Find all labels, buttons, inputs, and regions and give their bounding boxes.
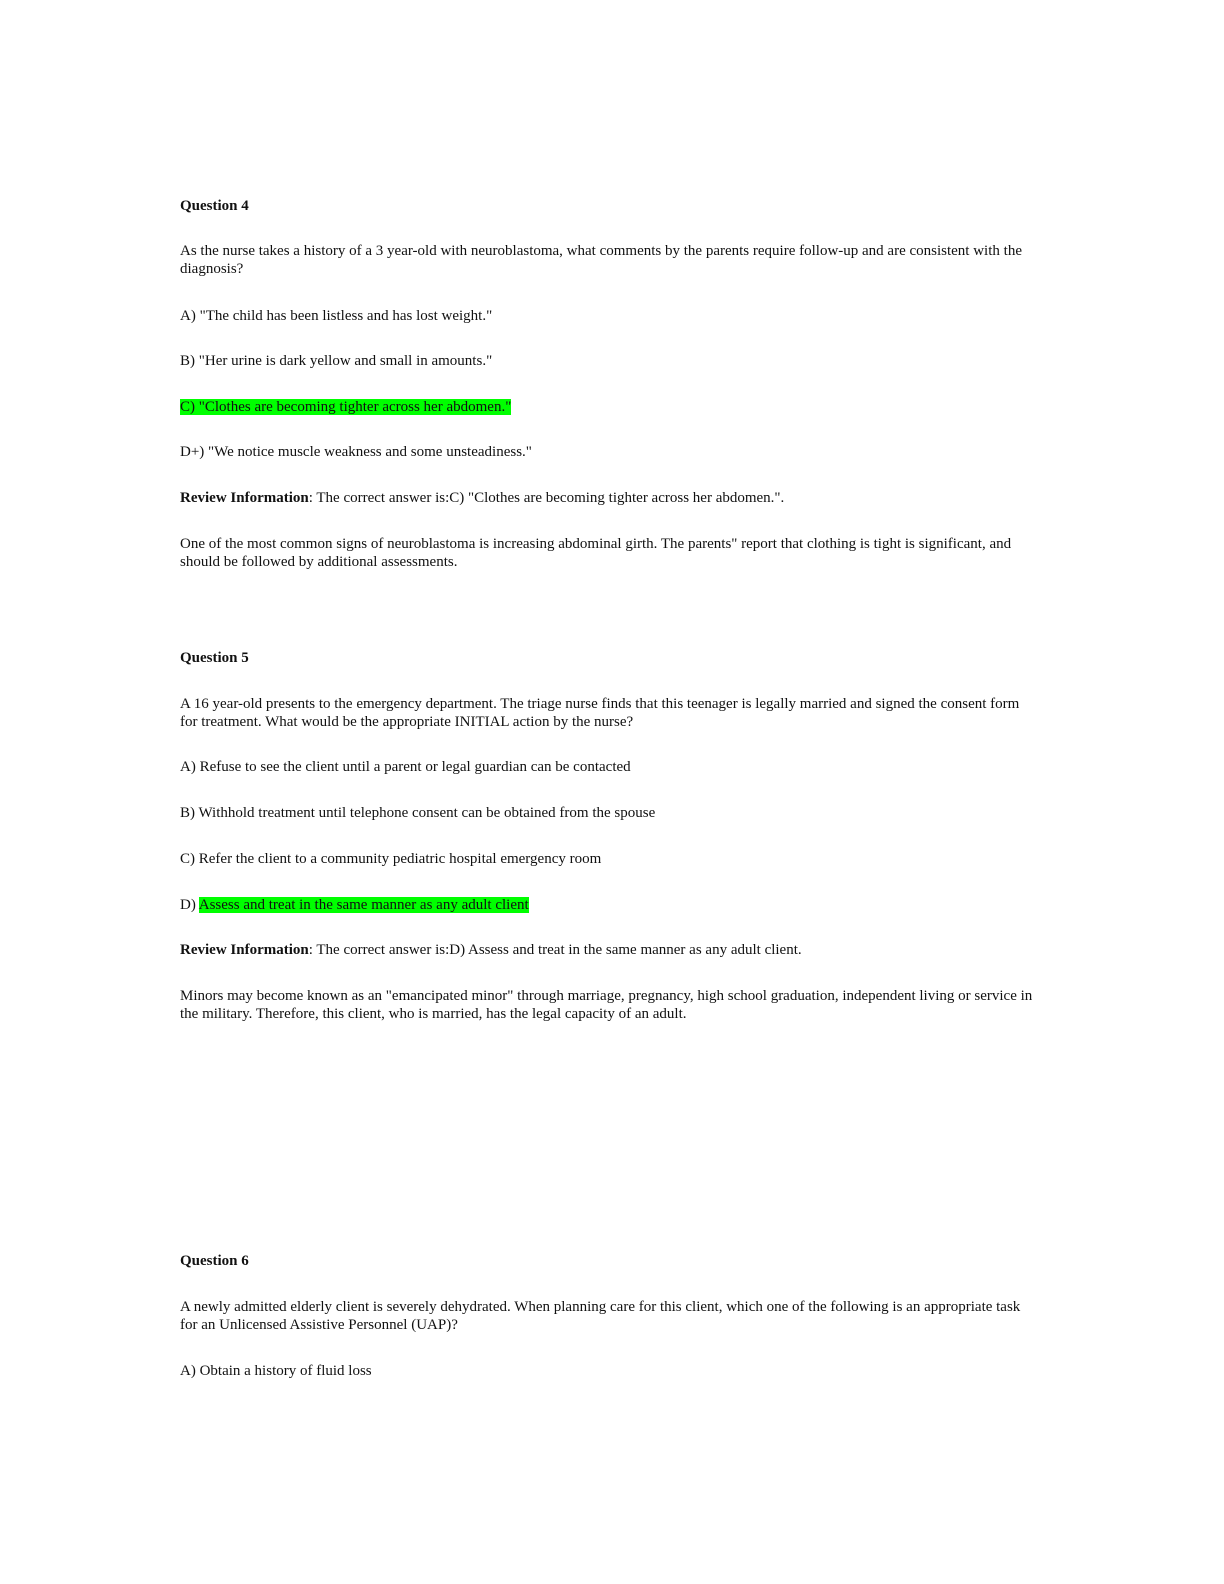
question-6-option-a: A) Obtain a history of fluid loss xyxy=(180,1363,372,1379)
option-prefix: D) xyxy=(180,897,199,913)
question-5-review xyxy=(180,941,1040,959)
highlighted-answer: Assess and treat in the same manner as any adult client xyxy=(198,897,529,913)
question-5-rationale: Minors may become known as an "emancipated minor" through marriage, pregnancy, high school graduation, independent living or service in the military. Therefore, this client, who is married, has the legal capacity of an adult. xyxy=(180,988,1033,1022)
question-5-option-d xyxy=(180,896,1040,914)
question-4-option-a: A) "The child has been listless and has lost weight." xyxy=(180,308,493,324)
question-5-option-c: C) Refer the client to a community pediatric hospital emergency room xyxy=(180,851,602,867)
question-4-option-b: B) "Her urine is dark yellow and small in amounts." xyxy=(180,353,493,369)
question-6-stem: A newly admitted elderly client is severely dehydrated. When planning care for this client, which one of the following is an appropriate task for an Unlicensed Assistive Personnel (UAP)? xyxy=(180,1299,1021,1333)
question-5-title: Question 5 xyxy=(180,650,249,666)
question-4-option-d: D+) "We notice muscle weakness and some unsteadiness." xyxy=(180,444,532,460)
question-5-option-b: B) Withhold treatment until telephone consent can be obtained from the spouse xyxy=(180,805,656,821)
question-5-stem: A 16 year-old presents to the emergency department. The triage nurse finds that this teenager is legally married and signed the consent form for treatment. What would be the appropriate INITIAL action by the nurse? xyxy=(180,696,1020,730)
highlighted-answer: C) "Clothes are becoming tighter across her abdomen." xyxy=(180,399,512,415)
question-4-stem: As the nurse takes a history of a 3 year-old with neuroblastoma, what comments by the parents require follow-up and are consistent with the diagnosis? xyxy=(180,243,1022,277)
question-5-option-a: A) Refuse to see the client until a parent or legal guardian can be contacted xyxy=(180,759,631,775)
review-label: Review Information xyxy=(180,490,309,506)
question-6-title: Question 6 xyxy=(180,1253,249,1269)
review-text: : The correct answer is:C) "Clothes are becoming tighter across her abdomen.". xyxy=(308,490,785,506)
question-4-review xyxy=(180,489,1040,507)
question-4-option-c xyxy=(180,398,1040,416)
review-text: : The correct answer is:D) Assess and treat in the same manner as any adult client. xyxy=(308,942,802,958)
question-4-title: Question 4 xyxy=(180,198,249,214)
question-4-rationale: One of the most common signs of neuroblastoma is increasing abdominal girth. The parents" report that clothing is tight is significant, and should be followed by additional assessments. xyxy=(180,536,1012,570)
review-label: Review Information xyxy=(180,942,309,958)
